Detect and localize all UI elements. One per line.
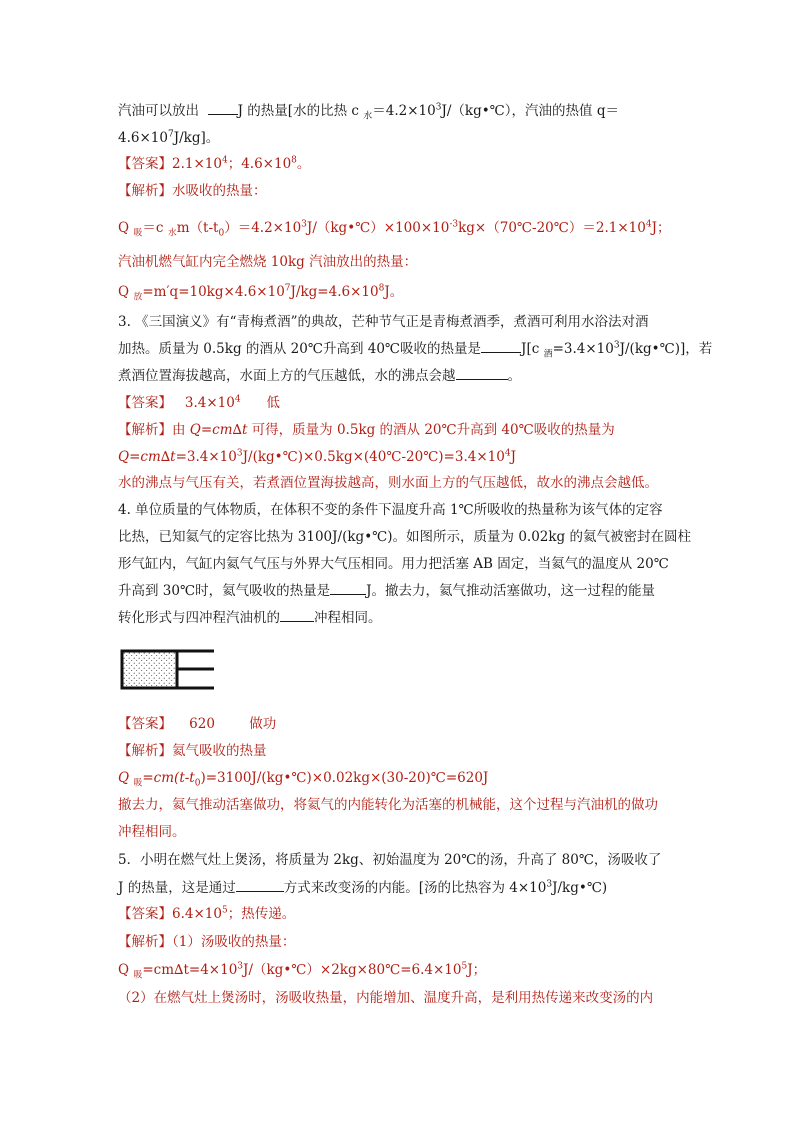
analysis-heading: 【解析】水吸收的热量：: [118, 183, 267, 199]
question-4-line-4: 升高到 30℃时，氦气吸收的热量是 J。撤去力，氦气推动活塞做功，这一过程的能量: [118, 583, 655, 599]
question-5-line-1: 5．小明在燃气灶上煲汤，将质量为 2kg、初始温度为 20℃的汤，升高了 80℃，汤吸收了: [118, 852, 662, 868]
question-4-line-2: 比热，已知氦气的定容比热为 3100J/(kg•℃)。如图所示，质量为 0.02kg 的氦气被密封在圆柱: [118, 529, 691, 545]
question-3-line-3: 煮酒位置海拔越高，水面上方的气压越低，水的沸点会越 。: [118, 368, 521, 384]
answer-blank: [236, 879, 284, 892]
analysis-formula: Q $_吸$＝c $_水m(t-t_0)=4.2\times 10^3J/(kg•℃)\times 100\times 10^{-3}kg\times(70℃-20℃)=2.1\times 10^4J$；: [118, 219, 671, 239]
analysis-heading: 【解析】（1）汤吸收的热量：: [118, 934, 296, 950]
analysis-heading: 【解析】氦气吸收的热量: [118, 743, 267, 759]
analysis-formula: $Q=cm\Delta t=3.4\times 10^3J/(kg•℃)\times 0.5kg\times(40℃-20℃)=3.4\times 10^4J$: [118, 448, 516, 465]
answer-blank: [456, 367, 508, 380]
question-2-line-1: 汽油可以放出 J 的热量[水的比热 c $_水=4.2\times 10^3J/(kg•℃)$，汽油的热值 q＝: [118, 102, 619, 122]
analysis-text: 冲程相同。: [118, 824, 186, 840]
analysis-text: 水的沸点与气压有关，若煮酒位置海拔越高，则水面上方的气压越低，故水的沸点会越低。: [118, 475, 658, 491]
answer-line: 【答案】$6.4\times 10^5$；热传递。: [118, 905, 296, 922]
helium-gas-region: [122, 651, 176, 688]
question-4-line-1: 4. 单位质量的气体物质，在体积不变的条件下温度升高 1℃所吸收的热量称为该气体的定容: [118, 502, 663, 518]
question-4-line-5: 转化形式与四冲程汽油机的 冲程相同。: [118, 610, 382, 626]
answer-blank: [208, 102, 238, 115]
question-2-line-2: $4.6\times 10^7J/kg$]。: [118, 129, 220, 146]
answer-blank: [280, 609, 314, 622]
analysis-text: 汽油机燃气缸内完全燃烧 10kg 汽油放出的热量：: [118, 254, 418, 270]
answer-blank: [330, 582, 366, 595]
question-5-line-2: J 的热量，这是通过 方式来改变汤的内能。[汤的比热容为 $4\times 10^3J/kg•℃$): [118, 879, 608, 896]
analysis-formula: Q $_吸=cm(t-t_0)=3100J/(kg•℃)\times 0.02kg\times(30-20)℃=620J$: [118, 770, 489, 789]
answer-line: 【答案】$2.1\times 10^4$；$4.6\times 10^8$。: [118, 155, 311, 172]
question-3-line-2: 加热。质量为 0.5kg 的酒从 20℃升高到 40℃吸收的热量是 J[c $_酒=3.4\times 10^3J/(kg•℃)$]，若: [118, 340, 713, 360]
answer-line: 【答案】 620 做功: [118, 716, 277, 732]
cylinder-piston-diagram: [118, 632, 228, 708]
question-4-line-3: 形气缸内，气缸内氦气气压与外界大气压相同。用力把活塞 AB 固定，当氦气的温度从 20℃: [118, 556, 669, 572]
analysis-formula: Q $_吸=cm\Delta t=4\times 10^3J/(kg•℃)\times 2kg\times 80℃=6.4\times 10^5J$；: [118, 961, 487, 981]
question-3-line-1: 3. 《三国演义》有“青梅煮酒”的典故，芒种节气正是青梅煮酒季，煮酒可利用水浴法对酒: [118, 314, 649, 330]
analysis-heading: 【解析】由 Q=cm∆t 可得，质量为 0.5kg 的酒从 20℃升高到 40℃吸收的热量为: [118, 422, 615, 438]
analysis-text: 撤去力，氦气推动活塞做功，将氦气的内能转化为活塞的机械能，这个过程与汽油机的做功: [118, 797, 658, 813]
answer-line: 【答案】 $3.4\times 10^4$ 低: [118, 394, 280, 411]
analysis-formula: Q $_放=m'q=10kg\times 4.6\times 10^7J/kg=4.6\times 10^8J$。: [118, 283, 404, 303]
analysis-text: （2）在燃气灶上煲汤时，汤吸收热量，内能增加、温度升高，是利用热传递来改变汤的内: [118, 990, 654, 1006]
answer-blank: [481, 340, 521, 353]
